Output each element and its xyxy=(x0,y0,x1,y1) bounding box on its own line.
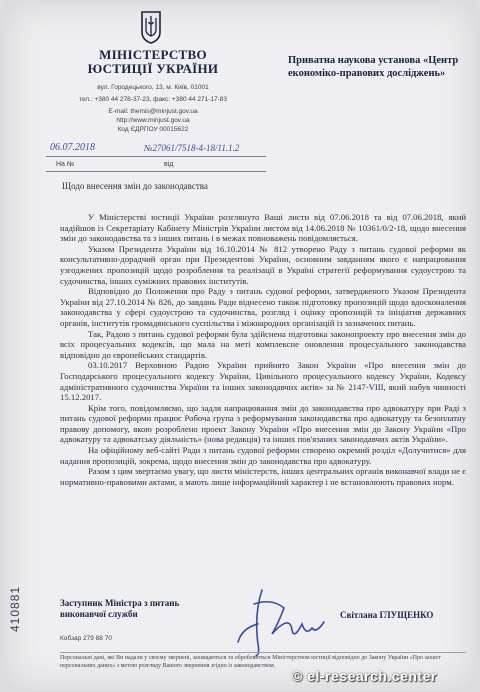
reference-number-label: На № xyxy=(56,161,75,168)
registration-stamp xyxy=(6,574,26,634)
addressee: Приватна наукова установа «Центр економіко-правових досліджень» xyxy=(288,55,459,79)
body-paragraph: 03.10.2017 Верховною Радою України прийнято Закон України «Про внесення змін до Господарського процесуального кодексу України, Цивільного процесуального кодексу України, Кодексу адміністративного судочинства України та інших законодавчих актів» за № 2147-VIII, який набув чинності 15.12.2017. xyxy=(60,360,466,403)
ministry-phone-fax: тел.: +380 44 278-37-23, факс: +380 44 271-17-83 xyxy=(78,96,228,103)
ministry-address: вул. Городецького, 13, м. Київ, 01001 xyxy=(97,84,209,91)
stamp-number: 410881 xyxy=(8,585,22,632)
watermark: © el-research.center xyxy=(292,668,437,684)
registration-line xyxy=(46,144,266,157)
coat-of-arms-icon xyxy=(140,10,162,44)
ministry-email: E-mail: themis@minjust.gov.ua xyxy=(108,108,198,115)
body-paragraph: Крім того, повідомляємо, що задля напрацювання змін до законодавства про адвокатуру при Раді з питань судової реформи працює Робоча група з реформування законодавства про адвокатуру та безоплатну правову допомогу, якою розроблено проект Закону України «Про внесення змін до Закону України «Про адвокатуру та адвокатську діяльність» (нова редакція) та інших пов'язаних законодавчих актів України». xyxy=(60,402,466,445)
signer-position: Заступник Міністра з питань виконавчої служби xyxy=(60,598,180,619)
body-paragraph: У Міністерстві юстиції України розглянуто Ваші листи від 07.06.2018 та від 07.06.2018, який надійшов із Секретаріату Кабінету Міністрів України листом від 14.06.2018 № 10361/0/2-18, щодо внесення змін до законодавства та з інших питань і в межах повноважень повідомляється. xyxy=(60,212,466,244)
body-paragraph: Разом з цим звертаємо увагу, що листи міністерств, інших центральних органів виконавчої влади не є нормативно-правовими актами, а мають лише інформаційний характер і не встановлюють правових норм. xyxy=(60,466,466,487)
handwritten-signature xyxy=(232,584,328,658)
letter-body xyxy=(60,212,466,487)
signer-name: Світлана ГЛУЩЕНКО xyxy=(340,610,434,620)
body-paragraph: На офіційному веб-сайті Ради з питань судової реформи створено окремий розділ «Долучитися» для надання пропозицій, зокрема, щодо внесення змін до законодавства про адвокатуру. xyxy=(60,445,466,466)
letter-subject: Щодо внесення змін до законодавства xyxy=(62,181,208,191)
reference-line xyxy=(46,160,266,172)
body-paragraph: Так, Радою з питань судової реформи була здійснена підготовка законопроекту про внесення змін до всіх процесуальних кодексів, що мала на меті комплексне оновлення процесуального законодавства відповідно до європейських стандартів. xyxy=(60,328,466,360)
body-paragraph: Відповідно до Положення про Раду з питань судової реформи, затвердженого Указом Президента України від 27.10.2014 № 826, до завдань Ради віднесено також підготовку пропозицій щодо вдосконалення законодавства у сфері судоустрою та судочинства, розгляд і оцінку пропозицій та ініціатив державних органів, інститутів громадянського суспільства і міжнародних організацій із зазначених питань. xyxy=(60,286,466,328)
ministry-edrpou: Код ЄДРПОУ 00015622 xyxy=(117,126,189,133)
ministry-title: МІНІСТЕРСТВО ЮСТИЦІЇ УКРАЇНИ xyxy=(87,47,219,76)
body-paragraph: Указом Президента України від 16.10.2014 № 812 утворено Раду з питань судової реформи як консультативно-дорадчий орган при Президентові України, основним завданням якого є напрацювання узгоджених пропозицій щодо розроблення та реалізації в Україні стратегії реформування судоустрою та судочинства, інших суміжних правових інститутів. xyxy=(60,243,466,286)
personal-data-notice: Персональні дані, які Ви надали у своєму звернені, захищаються та обробляються Міністерством юстиції відповідно до Закону України «Про захист персональних даних» з метою розгляду Вашого звернення згідно із законодавством. xyxy=(60,652,466,670)
reference-date-label: від xyxy=(164,161,174,168)
ministry-website: http://www.minjust.gov.ua xyxy=(116,117,190,124)
registration-number: №27061/7518-4-18/11.1.2 xyxy=(144,143,240,153)
executor-contact: Кобзар 279 88 70 xyxy=(60,635,112,642)
registration-date: 06.07.2018 xyxy=(50,142,95,153)
